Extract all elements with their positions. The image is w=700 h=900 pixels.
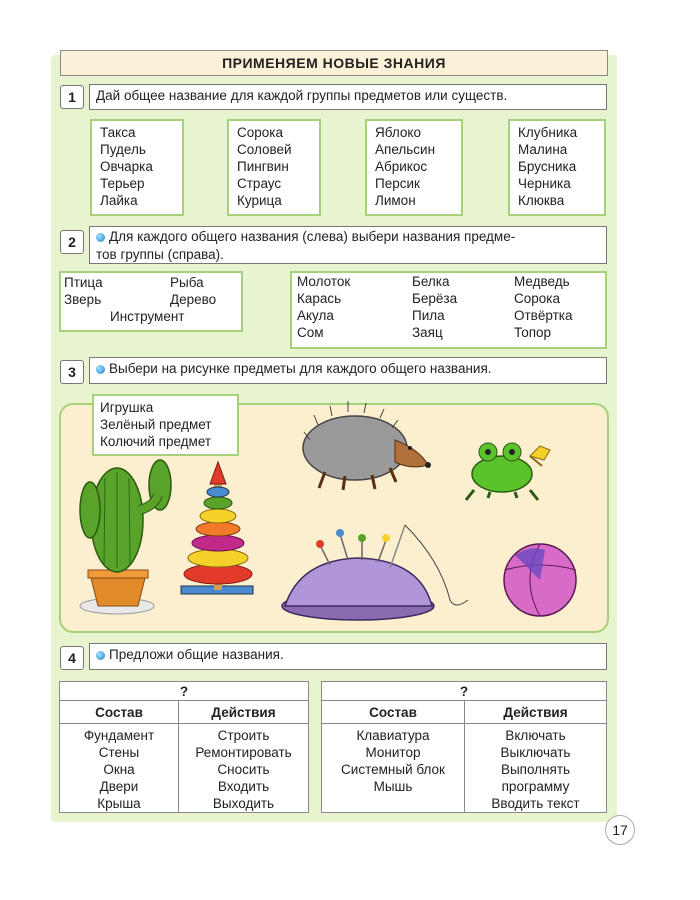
general-name: Игрушка bbox=[100, 400, 154, 415]
item-name: Отвёртка bbox=[514, 308, 573, 323]
instruction-text: Выбери на рисунке предметы для каждого общего названия. bbox=[109, 361, 492, 376]
bullet-icon bbox=[96, 651, 105, 660]
task-number-2: 2 bbox=[60, 230, 84, 254]
word: Апельсин bbox=[375, 142, 436, 157]
task-number-3: 3 bbox=[60, 360, 84, 384]
pincushion-icon bbox=[282, 525, 468, 620]
task4-instruction bbox=[89, 643, 607, 670]
column-header: Состав bbox=[322, 701, 465, 724]
item-name: Карась bbox=[297, 291, 342, 306]
word: Овчарка bbox=[100, 159, 153, 174]
list-item: Клавиатура bbox=[356, 728, 430, 743]
category-name: Рыба bbox=[170, 275, 204, 290]
word: Персик bbox=[375, 176, 420, 191]
cactus-icon bbox=[80, 460, 171, 614]
item-name: Сом bbox=[297, 325, 324, 340]
table-cell bbox=[179, 724, 309, 813]
word: Страус bbox=[237, 176, 282, 191]
item-name: Медведь bbox=[514, 274, 570, 289]
list-item: Выполнять bbox=[500, 762, 571, 777]
item-name: Белка bbox=[412, 274, 450, 289]
word: Брусника bbox=[518, 159, 577, 174]
word: Яблоко bbox=[375, 125, 421, 140]
word: Пудель bbox=[100, 142, 146, 157]
word: Пингвин bbox=[237, 159, 289, 174]
item-name: Топор bbox=[514, 325, 552, 340]
page-title: ПРИМЕНЯЕМ НОВЫЕ ЗНАНИЯ bbox=[60, 50, 608, 76]
word: Сорока bbox=[237, 125, 283, 140]
list-item: Строить bbox=[217, 728, 270, 743]
item-name: Пила bbox=[412, 308, 445, 323]
table-cell bbox=[465, 724, 607, 813]
category-name: Инструмент bbox=[110, 309, 185, 324]
list-item: Сносить bbox=[217, 762, 270, 777]
word: Терьер bbox=[100, 176, 145, 191]
category-name: Зверь bbox=[64, 292, 102, 307]
task1-instruction: Дай общее название для каждой группы предметов или существ. bbox=[89, 84, 607, 110]
word: Соловей bbox=[237, 142, 292, 157]
word: Такса bbox=[100, 125, 136, 140]
word: Курица bbox=[237, 193, 282, 208]
column-header: Состав bbox=[60, 701, 179, 724]
list-item: Двери bbox=[99, 779, 139, 794]
list-item: программу bbox=[501, 779, 570, 794]
word: Клюква bbox=[518, 193, 565, 208]
instruction-text: Предложи общие названия. bbox=[109, 647, 284, 662]
list-item: Выключать bbox=[500, 745, 571, 760]
task4-table-1 bbox=[59, 681, 309, 813]
list-item: Системный блок bbox=[341, 762, 445, 777]
ball-icon bbox=[504, 544, 576, 616]
list-item: Окна bbox=[103, 762, 135, 777]
task-number-1: 1 bbox=[60, 85, 84, 109]
page-number: 17 bbox=[605, 815, 635, 845]
category-name: Дерево bbox=[170, 292, 217, 307]
table-cell bbox=[60, 724, 179, 813]
general-name: Колючий предмет bbox=[100, 434, 212, 449]
item-name: Берёза bbox=[412, 291, 458, 306]
word: Клубника bbox=[518, 125, 578, 140]
table-cell bbox=[322, 724, 465, 813]
instruction-line: Для каждого общего названия (слева) выбери названия предме- bbox=[109, 229, 516, 244]
list-item: Крыша bbox=[97, 796, 141, 811]
word: Абрикос bbox=[375, 159, 428, 174]
word: Малина bbox=[518, 142, 568, 157]
item-name: Заяц bbox=[412, 325, 443, 340]
list-item: Выходить bbox=[212, 796, 275, 811]
task-number-4: 4 bbox=[60, 646, 84, 670]
list-item: Фундамент bbox=[83, 728, 155, 743]
word: Лайка bbox=[100, 193, 138, 208]
list-item: Входить bbox=[217, 779, 270, 794]
item-name: Сорока bbox=[514, 291, 560, 306]
hedgehog-icon bbox=[303, 401, 431, 490]
pyramid-toy-icon bbox=[181, 462, 253, 594]
word: Черника bbox=[518, 176, 571, 191]
list-item: Монитор bbox=[365, 745, 421, 760]
list-item: Мышь bbox=[373, 779, 413, 794]
frog-icon bbox=[466, 443, 550, 500]
general-name: Зелёный предмет bbox=[100, 417, 212, 432]
list-item: Стены bbox=[98, 745, 140, 760]
list-item: Включать bbox=[505, 728, 566, 743]
column-header: Действия bbox=[179, 701, 309, 724]
category-name: Птица bbox=[64, 275, 103, 290]
list-item: Ремонтировать bbox=[195, 745, 292, 760]
column-header: Действия bbox=[465, 701, 607, 724]
item-name: Молоток bbox=[297, 274, 351, 289]
table-title: ? bbox=[322, 682, 607, 701]
task4-table-2 bbox=[321, 681, 607, 813]
item-name: Акула bbox=[297, 308, 334, 323]
table-title: ? bbox=[60, 682, 309, 701]
instruction-line: тов группы (справа). bbox=[96, 247, 224, 262]
word: Лимон bbox=[375, 193, 416, 208]
list-item: Вводить текст bbox=[491, 796, 580, 811]
